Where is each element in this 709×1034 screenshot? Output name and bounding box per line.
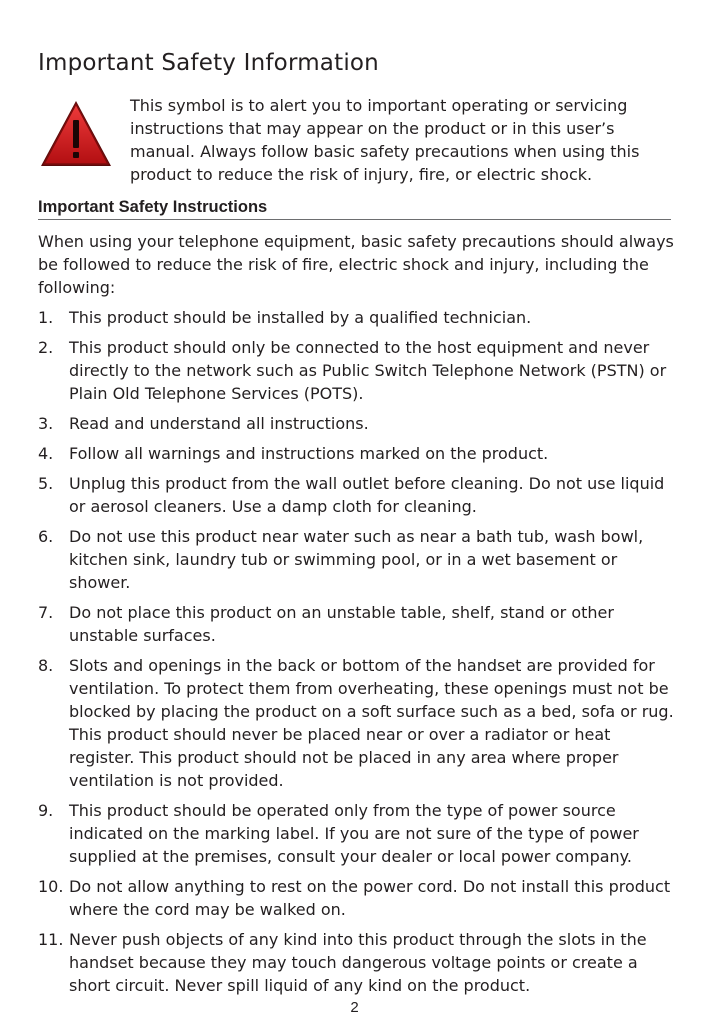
item-number: 6. [38,527,54,546]
item-number: 5. [38,474,54,493]
item-number: 8. [38,656,54,675]
item-number: 9. [38,801,54,820]
item-text: Do not place this product on an unstable table, shelf, stand or other unstable surfaces. [69,603,614,645]
instruction-item [38,875,678,921]
item-text: Slots and openings in the back or bottom of the handset are provided for ventilation. To protect them from overheating, these openings must not be blocked by placing the product on a soft surface such as a bed, sofa or rug. This product should never be placed near or over a radiator or heat register. This product should not be placed in any area where proper ventilation is not provided. [69,656,674,790]
instruction-item [38,336,678,405]
instruction-item [38,525,678,594]
item-number: 10. [38,877,64,896]
instruction-item [38,472,678,518]
section-heading: Important Safety Instructions [38,196,671,220]
item-text: Never push objects of any kind into this product through the slots in the handset because they may touch dangerous voltage points or create a short circuit. Never spill liquid of any kind on the product. [69,930,647,995]
item-number: 1. [38,308,54,327]
instruction-item [38,928,678,997]
instructions-list [38,306,678,1004]
item-text: Do not allow anything to rest on the power cord. Do not install this product where the cord may be walked on. [69,877,671,919]
instruction-item [38,654,678,792]
page-title: Important Safety Information [38,50,379,76]
instruction-item [38,412,678,435]
instruction-item [38,601,678,647]
item-number: 4. [38,444,54,463]
item-text: This product should only be connected to the host equipment and never directly to the network such as Public Switch Telephone Network (PSTN) or Plain Old Telephone Services (POTS). [69,338,667,403]
page-number: 2 [350,999,359,1016]
item-text: This product should be installed by a qualified technician. [69,308,532,327]
instruction-item [38,306,678,329]
item-text: This product should be operated only from the type of power source indicated on the marking label. If you are not sure of the type of power supplied at the premises, consult your dealer or local power company. [69,801,639,866]
item-number: 2. [38,338,54,357]
section-intro: When using your telephone equipment, basic safety precautions should always be followed to reduce the risk of fire, electric shock and injury, including the following: [38,232,674,297]
item-text: Unplug this product from the wall outlet before cleaning. Do not use liquid or aerosol cleaners. Use a damp cloth for cleaning. [69,474,665,516]
warning-triangle-icon [38,98,114,170]
alert-description: This symbol is to alert you to important operating or servicing instructions that may appear on the product or in this user’s manual. Always follow basic safety precautions when using this product to reduce the risk of injury, fire, or electric shock. [130,96,640,184]
item-number: 3. [38,414,54,433]
item-number: 7. [38,603,54,622]
item-text: Follow all warnings and instructions marked on the product. [69,444,549,463]
item-text: Read and understand all instructions. [69,414,369,433]
instruction-item [38,799,678,868]
item-text: Do not use this product near water such as near a bath tub, wash bowl, kitchen sink, laundry tub or swimming pool, or in a wet basement or shower. [69,527,644,592]
instruction-item [38,442,678,465]
item-number: 11. [38,930,64,949]
